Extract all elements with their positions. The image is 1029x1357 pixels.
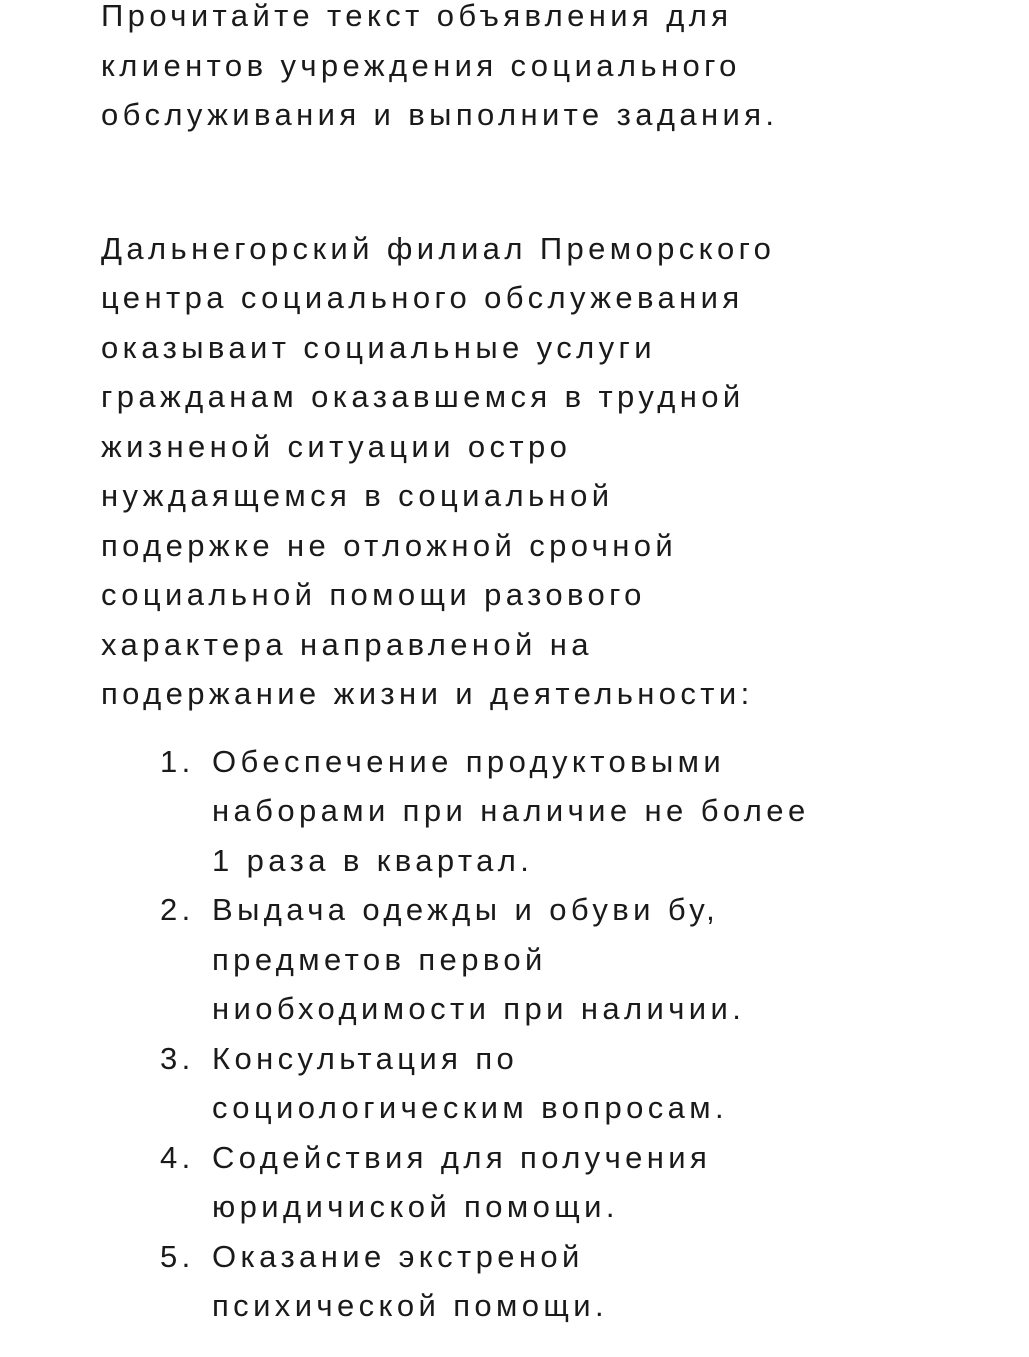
service-number: 2. bbox=[160, 892, 195, 927]
instruction-paragraph bbox=[101, 0, 901, 140]
announcement-line: оказываит социальные услуги bbox=[101, 329, 656, 365]
service-text-line: Выдача одежды и обуви бу, bbox=[212, 892, 720, 927]
service-number: 3. bbox=[160, 1040, 195, 1076]
service-text-line: юридичиской помощи. bbox=[212, 1189, 619, 1224]
announcement-line: нуждаящемся в социальной bbox=[101, 478, 614, 513]
announcement-line: подержание жизни и деятельности: bbox=[101, 676, 754, 711]
service-number: 1. bbox=[160, 743, 195, 779]
instruction-line: клиентов учреждения социального bbox=[101, 47, 741, 83]
service-text-line: Обеспечение продуктовыми bbox=[212, 743, 726, 779]
service-number: 5. bbox=[160, 1238, 195, 1274]
service-text-line: Консультация по bbox=[212, 1040, 519, 1076]
announcement-line: социальной помощи разового bbox=[101, 577, 646, 612]
service-text-line: 1 раза в квартал. bbox=[212, 842, 534, 878]
service-item bbox=[101, 1232, 901, 1331]
service-text-line: Оказание экстреной bbox=[212, 1238, 584, 1274]
announcement-line: характера направленой на bbox=[101, 626, 593, 662]
announcement-paragraph bbox=[101, 224, 901, 719]
service-text-line: психической помощи. bbox=[212, 1288, 609, 1323]
announcement-line: жизненой ситуации остро bbox=[101, 428, 572, 464]
service-text-line: наборами при наличие не более bbox=[212, 793, 810, 828]
service-text-line: ниобходимости при наличии. bbox=[212, 991, 746, 1026]
service-text-line: предметов первой bbox=[212, 941, 547, 977]
service-number: 4. bbox=[160, 1139, 195, 1175]
instruction-line: обслуживания и выполните задания. bbox=[101, 97, 779, 132]
service-item bbox=[101, 885, 901, 1034]
announcement-line: центра социального обслужевания bbox=[101, 280, 744, 315]
service-text-line: социологическим вопросам. bbox=[212, 1090, 729, 1125]
announcement-line: Дальнегорский филиал Преморского bbox=[101, 230, 776, 266]
instruction-line: Прочитайте текст объявления для bbox=[101, 0, 733, 33]
service-item bbox=[101, 1133, 901, 1232]
service-item bbox=[101, 1034, 901, 1133]
document-page bbox=[101, 0, 901, 1331]
services-list bbox=[101, 737, 901, 1331]
announcement-line: гражданам оказавшемся в трудной bbox=[101, 379, 745, 414]
service-text-line: Содействия для получения bbox=[212, 1139, 712, 1175]
service-item bbox=[101, 737, 901, 886]
announcement-line: подержке не отложной срочной bbox=[101, 527, 678, 563]
